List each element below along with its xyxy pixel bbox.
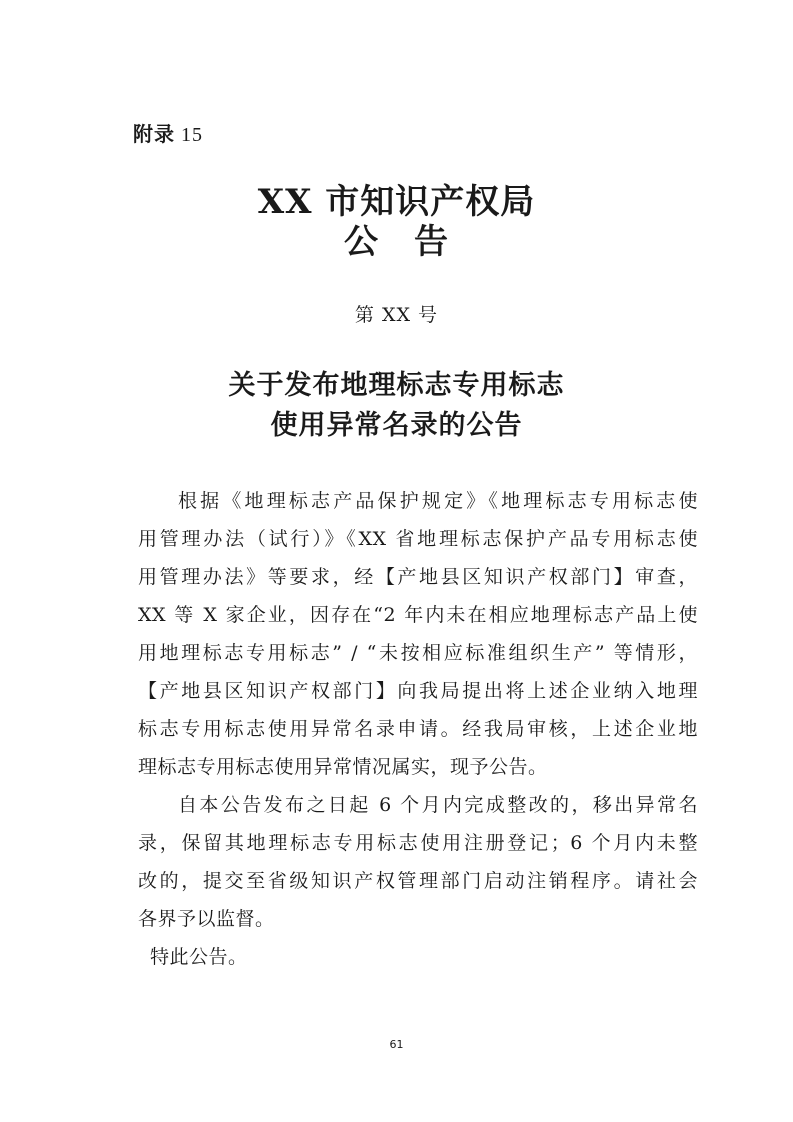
appendix-number: 15 — [181, 124, 203, 146]
paragraph-1-line: 理标志专用标志使用异常情况属实，现予公告。 — [138, 756, 548, 778]
paragraph-1-line: 用管理办法（试行）》《XX 省地理标志保护产品专用标志使 — [138, 528, 698, 550]
document-number: 第 XX 号 — [354, 304, 439, 326]
paragraph-2-line: 改的，提交至省级知识产权管理部门启动注销程序。请社会 — [138, 870, 698, 892]
paragraph-2-line: 自本公告发布之日起 6 个月内完成整改的，移出异常名 — [178, 794, 698, 816]
organization-title: XX 市知识产权局 — [257, 182, 536, 222]
announcement-heading-line: 使用异常名录的公告 — [270, 410, 523, 441]
paragraph-2-line: 各界予以监督。 — [138, 908, 275, 930]
paragraph-1-line: 用管理办法》等要求，经【产地县区知识产权部门】审查， — [138, 566, 698, 588]
paragraph-1-line: 【产地县区知识产权部门】向我局提出将上述企业纳入地理 — [138, 680, 698, 702]
paragraph-1-line: 根据《地理标志产品保护规定》《地理标志专用标志使 — [178, 490, 698, 512]
notice-title: 公 告 — [344, 222, 449, 262]
page-number: 61 — [389, 1038, 404, 1051]
paragraph-1-line: 用地理标志专用标志” / “未按相应标准组织生产” 等情形， — [138, 642, 698, 664]
paragraph-1-line: 标志专用标志使用异常名录申请。经我局审核，上述企业地 — [138, 718, 698, 740]
appendix-label — [133, 118, 203, 147]
paragraph-1-line: XX 等 X 家企业，因存在“2 年内未在相应地理标志产品上使 — [138, 604, 698, 626]
closing-statement: 特此公告。 — [150, 946, 248, 968]
paragraph-2-line: 录，保留其地理标志专用标志使用注册登记；6 个月内未整 — [138, 832, 698, 854]
appendix-label-text: 附录 — [133, 122, 175, 146]
announcement-heading-line: 关于发布地理标志专用标志 — [228, 370, 565, 401]
